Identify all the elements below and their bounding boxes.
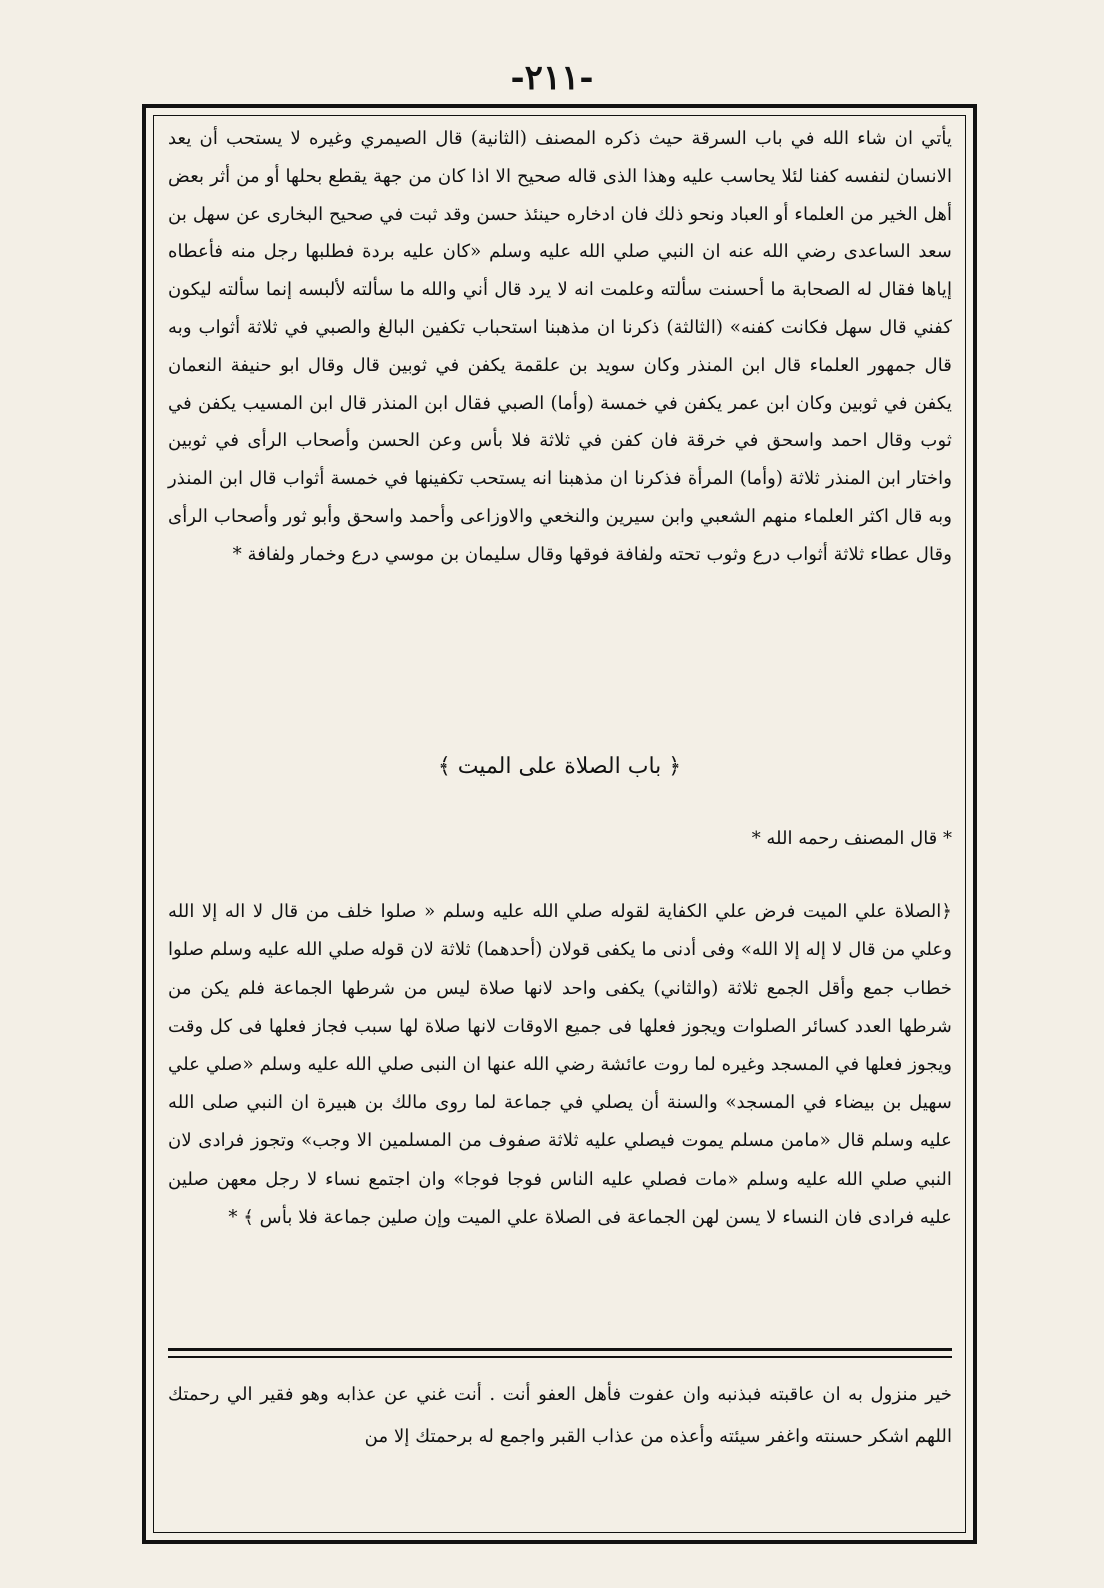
separator-thin (168, 1356, 952, 1358)
second-paragraph: ﴿الصلاة علي الميت فرض علي الكفاية لقوله صلي الله عليه وسلم « صلوا خلف من قال لا اله إلا الله وعلي من قال لا إله إلا الله» وفى أدنى ما يكفى قولان (أحدهما) ثلاثة لان قوله صلي الله عليه وسلم صلوا خطاب جمع وأقل الجمع ثلاثة (والثاني) يكفى واحد لانها صلاة ليس من شرطها الجماعة فلم يكن من شرطها العدد كسائر الصلوات ويجوز فعلها فى جميع الاوقات لانها صلاة لها سبب فجاز فعلها فى كل وقت ويجوز فعلها في المسجد وغيره لما روت عائشة رضي الله عنها ان النبى صلي الله عليه وسلم «صلي علي سهيل بن بيضاء في المسجد» والسنة أن يصلي في جماعة لما روى مالك بن هبيرة ان النبي صلى الله عليه وسلم قال «مامن مسلم يموت فيصلي عليه ثلاثة صفوف من المسلمين الا وجب» وتجوز فرادى لان النبي صلي الله عليه وسلم «مات فصلي عليه الناس فوجا فوجا» وان اجتمع نساء لا رجل معهن صلين عليه فرادى فان النساء لا يسن لهن الجماعة فى الصلاة علي الميت وإن صلين جماعة فلا بأس ﴾ * (168, 901, 953, 1228)
separator-thick (168, 1348, 952, 1351)
section-heading: ﴿ باب الصلاة على الميت ﴾ (437, 754, 682, 779)
page-number: -٢١١- (510, 58, 594, 98)
footer-text: خير منزول به ان عاقبته فبذنبه وان عفوت فأهل العفو أنت . أنت غني عن عذابه وهو فقير الي رحمتك اللهم اشكر حسنته واغفر سيئته وأعذه من عذاب القبر واجمع له برحمتك إلا من (168, 1384, 952, 1447)
main-paragraph: يأتي ان شاء الله في باب السرقة حيث ذكره المصنف (الثانية) قال الصيمري وغيره لا يستحب أن يعد الانسان لنفسه كفنا لئلا يحاسب عليه وهذا الذى قاله صحيح الا اذا كان من جهة يقطع بحلها أو من أثر بعض أهل الخير من العلماء أو العباد ونحو ذلك فان ادخاره حينئذ حسن وقد ثبت في صحيح البخارى عن سهل بن سعد الساعدى رضي الله عنه ان النبي صلي الله عليه وسلم «كان عليه بردة فطلبها رجل منه فأعطاه إياها فقال له الصحابة ما أحسنت سألته وعلمت انه لا يرد قال أني والله ما سألته لألبسه إنما سألته ليكون كفني قال سهل فكانت كفنه» (الثالثة) ذكرنا ان مذهبنا استحباب تكفين البالغ والصبي في ثلاثة أثواب وبه قال جمهور العلماء قال ابن المنذر وكان سويد بن علقمة يكفن في ثوبين قال وقال ابو حنيفة النعمان يكفن في ثوبين وكان ابن عمر يكفن في خمسة (وأما) الصبي فقال ابن المنذر قال ابن المسيب يكفن في ثوب وقال احمد واسحق في خرقة فان كفن في ثلاثة فلا بأس وعن الحسن وأصحاب الرأى في ثوبين واختار ابن المنذر ثلاثة (وأما) المرأة فذكرنا ان مذهبنا انه يستحب تكفينها في خمسة أثواب قال ابن المنذر وبه قال اكثر العلماء منهم الشعبي وابن سيرين والنخعي والاوزاعى وأحمد واسحق وأبو ثور وأصحاب الرأى وقال عطاء ثلاثة أثواب درع وثوب تحته ولفافة فوقها وقال سليمان بن موسي درع وخمار ولفافة * (168, 128, 952, 565)
second-text (168, 875, 952, 1255)
main-text (168, 120, 952, 574)
author-line: * قال المصنف رحمه الله * (751, 828, 952, 849)
